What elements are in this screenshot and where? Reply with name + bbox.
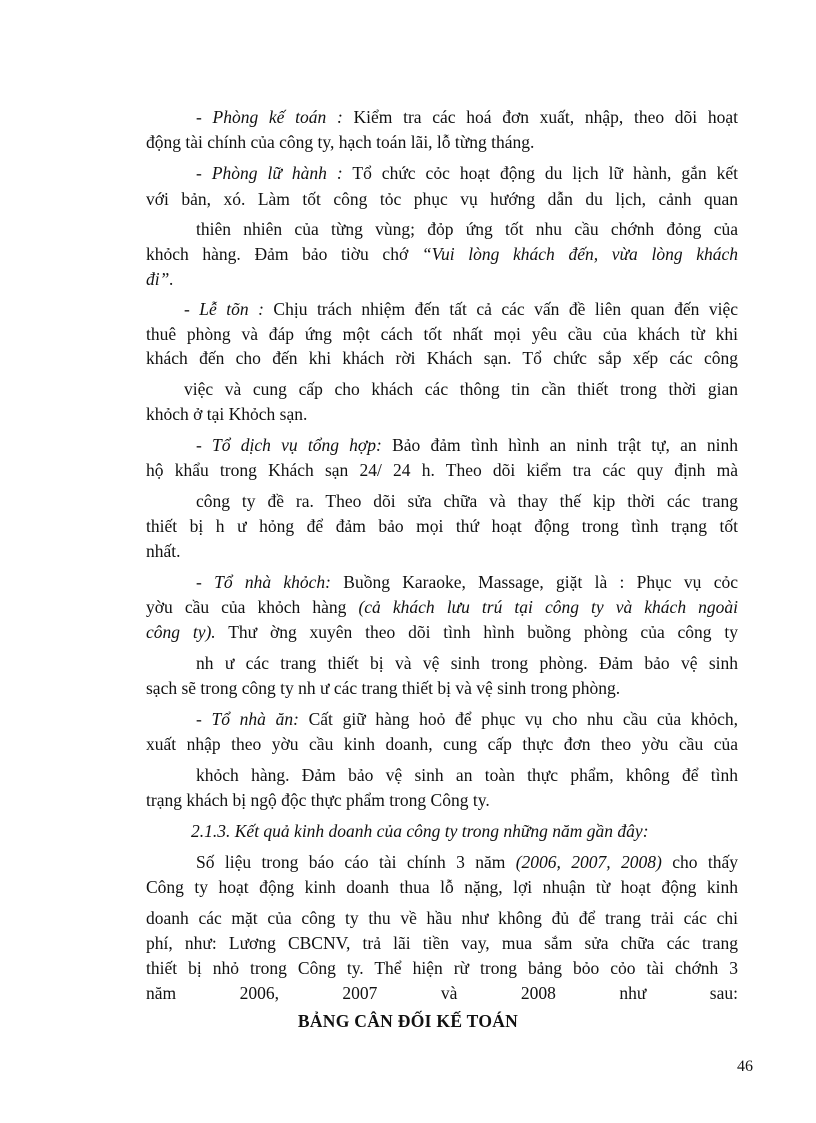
text-segment: thiên nhiên của từng vùng; đỏp ứng tốt nhu cầu chớnh đỏng của bbox=[196, 219, 738, 239]
text-segment: cho thấy bbox=[661, 852, 738, 872]
text-segment: (2006, 2007, 2008) bbox=[515, 852, 662, 872]
page-number: 46 bbox=[737, 1058, 753, 1075]
text-line bbox=[196, 708, 738, 730]
text-line bbox=[184, 298, 738, 320]
text-line bbox=[146, 733, 738, 755]
text-segment: công ty đề ra. Theo dõi sửa chữa và thay thế kịp thời các trang bbox=[196, 491, 738, 511]
text-line bbox=[146, 540, 181, 562]
text-line bbox=[196, 218, 738, 240]
text-line bbox=[196, 490, 738, 512]
text-line bbox=[146, 323, 738, 345]
section-heading: BẢNG CÂN ĐỐI KẾ TOÁN bbox=[297, 1011, 519, 1031]
text-segment: Kiểm tra các hoá đơn xuất, nhập, theo dõi hoạt bbox=[342, 107, 738, 127]
text-line bbox=[196, 106, 738, 128]
text-segment: khỏch ở tại Khỏch sạn. bbox=[146, 404, 308, 424]
text-line bbox=[146, 789, 490, 811]
text-line bbox=[146, 268, 174, 290]
text-segment: với bản, xó. Làm tốt công tỏc phục vụ hướng dẫn du lịch, cảnh quan bbox=[146, 189, 738, 209]
text-segment: đi”. bbox=[146, 269, 174, 289]
text-line bbox=[146, 459, 738, 481]
text-segment: hộ khẩu trong Khách sạn 24/ 24 h. Theo dõi kiểm tra các quy định mà bbox=[146, 460, 738, 480]
text-line bbox=[146, 876, 738, 898]
text-segment: 2.1.3. Kết quả kinh doanh của công ty trong những năm gần đây: bbox=[191, 821, 649, 841]
text-segment: phí, như: Lương CBCNV, trả lãi tiền vay, mua sắm sửa chữa các trang bbox=[146, 933, 738, 953]
text-segment: (cả khách lưu trú tại công ty và khách ngoài bbox=[358, 597, 739, 617]
text-line bbox=[146, 403, 307, 425]
text-line bbox=[196, 851, 738, 873]
text-segment: công ty). bbox=[146, 622, 216, 642]
text-line bbox=[184, 378, 738, 400]
text-segment: khỏch hàng. Đảm bảo tiờu chớ bbox=[146, 244, 422, 264]
text-segment: Tổ chức cỏc hoạt động du lịch lữ hành, gắn kết bbox=[342, 163, 738, 183]
text-segment: động tài chính của công ty, hạch toán lãi, lỗ từng tháng. bbox=[146, 132, 535, 152]
text-line bbox=[196, 571, 738, 593]
text-line bbox=[146, 131, 534, 153]
text-segment: Bảo đảm tình hình an ninh trật tự, an ninh bbox=[381, 435, 738, 455]
text-segment: - Tổ dịch vụ tổng hợp: bbox=[196, 435, 382, 455]
text-segment: - Tổ nhà ăn: bbox=[196, 709, 299, 729]
text-line bbox=[146, 957, 738, 979]
text-segment: - Lễ tõn : bbox=[184, 299, 264, 319]
text-segment: sạch sẽ trong công ty nh ư các trang thiết bị và vệ sinh trong phòng. bbox=[146, 678, 621, 698]
text-segment: Chịu trách nhiệm đến tất cả các vấn đề liên quan đến việc bbox=[263, 299, 738, 319]
text-segment: nhất. bbox=[146, 541, 181, 561]
text-line bbox=[191, 820, 649, 842]
text-segment: - Phòng lữ hành : bbox=[196, 163, 343, 183]
text-segment: doanh các mặt của công ty thu về hầu như không đủ để trang trải các chi bbox=[146, 908, 738, 928]
text-line bbox=[146, 621, 738, 643]
text-line bbox=[196, 764, 738, 786]
text-line bbox=[146, 188, 738, 210]
text-segment: xuất nhập theo yờu cầu kinh doanh, cung cấp thực đơn theo yờu cầu của bbox=[146, 734, 738, 754]
text-segment: khỏch hàng. Đảm bảo vệ sinh an toàn thực phẩm, không để tình bbox=[196, 765, 738, 785]
text-segment: nh ư các trang thiết bị và vệ sinh trong phòng. Đảm bảo vệ sinh bbox=[196, 653, 738, 673]
text-line bbox=[146, 907, 738, 929]
text-line bbox=[196, 434, 738, 456]
text-segment: khách đến cho đến khi khách rời Khách sạn. Tổ chức sắp xếp các công bbox=[146, 348, 738, 368]
text-segment: thiết bị h ư hỏng để đảm bảo mọi thứ hoạt động trong tình trạng tốt bbox=[146, 516, 738, 536]
text-segment: yờu cầu của khỏch hàng bbox=[146, 597, 359, 617]
text-segment: Số liệu trong báo cáo tài chính 3 năm bbox=[196, 852, 516, 872]
text-line bbox=[146, 596, 738, 618]
text-segment: “Vui lòng khách đến, vừa lòng khách bbox=[421, 244, 738, 264]
text-line bbox=[196, 652, 738, 674]
text-line bbox=[146, 515, 738, 537]
text-segment: trạng khách bị ngộ độc thực phẩm trong Công ty. bbox=[146, 790, 490, 810]
text-segment: Buồng Karaoke, Massage, giặt là : Phục vụ cỏc bbox=[331, 572, 738, 592]
text-line bbox=[146, 347, 738, 369]
text-segment: việc và cung cấp cho khách các thông tin cần thiết trong thời gian bbox=[184, 379, 738, 399]
text-line bbox=[196, 162, 738, 184]
text-segment: - Phòng kế toán : bbox=[196, 107, 343, 127]
text-segment: Cất giữ hàng hoỏ để phục vụ cho nhu cầu của khỏch, bbox=[298, 709, 739, 729]
text-line bbox=[146, 982, 738, 1004]
text-line bbox=[146, 932, 738, 954]
text-line bbox=[146, 677, 620, 699]
text-segment: thuê phòng và đáp ứng một cách tốt nhất mọi yêu cầu của khách từ khi bbox=[146, 324, 738, 344]
text-segment: Thư ờng xuyên theo dõi tình hình buồng phòng của công ty bbox=[215, 622, 738, 642]
text-segment: thiết bị nhỏ trong Công ty. Thể hiện rừ trong bảng bỏo cỏo tài chớnh 3 bbox=[146, 958, 738, 978]
text-line bbox=[146, 243, 738, 265]
text-segment: năm 2006, 2007 và 2008 như sau: bbox=[146, 983, 738, 1003]
text-segment: - Tổ nhà khỏch: bbox=[196, 572, 332, 592]
text-segment: Công ty hoạt động kinh doanh thua lỗ nặng, lợi nhuận từ hoạt động kinh bbox=[146, 877, 738, 897]
